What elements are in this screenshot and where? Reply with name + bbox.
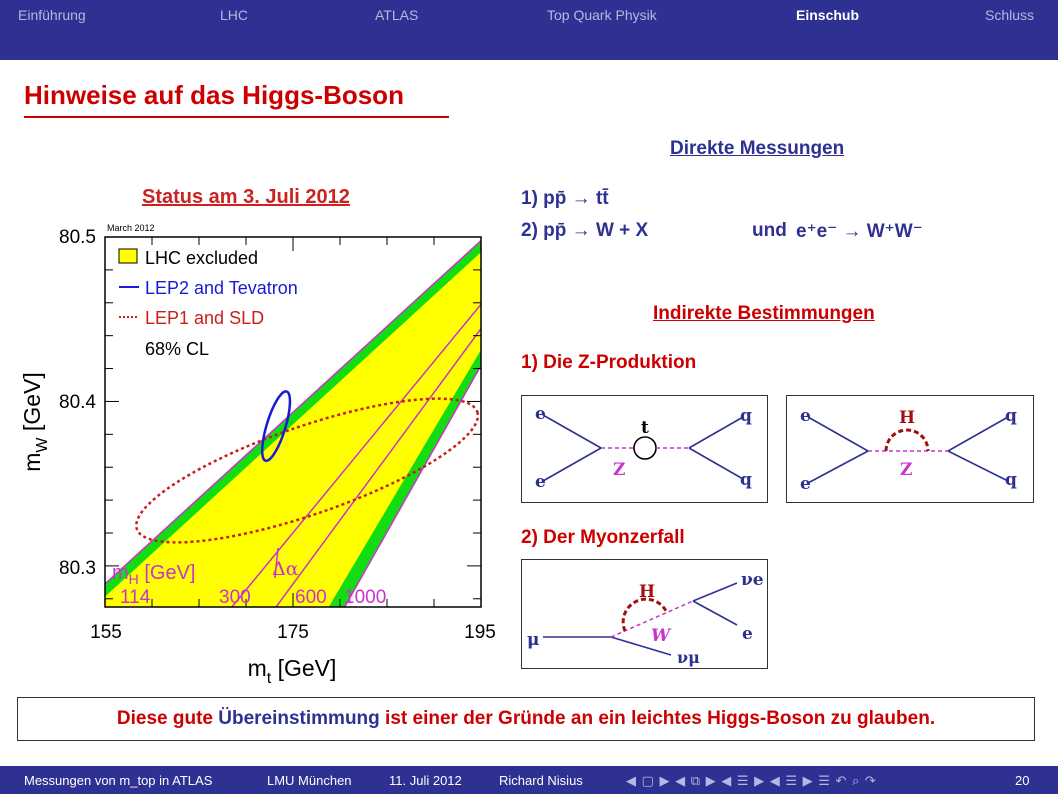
mw-mt-plot xyxy=(0,210,510,690)
conclusion-box xyxy=(17,697,1035,741)
higgs-mass-label: $m_H$ [GeV] xyxy=(112,562,196,587)
label-muon: μ xyxy=(527,630,540,650)
footer-author: Richard Nisius xyxy=(499,773,583,788)
direct-line-2a: 2) pp̄ → W + X xyxy=(521,220,649,241)
x-tick-155: 155 xyxy=(90,622,122,643)
x-tick-175: 175 xyxy=(277,622,309,643)
delta-alpha-label: Δα xyxy=(272,558,299,580)
legend-lep2-tevatron: LEP2 and Tevatron xyxy=(145,278,298,298)
label-w-boson: W xyxy=(651,626,671,646)
label-z-boson: Z xyxy=(900,460,913,480)
legend-swatch-lhc xyxy=(119,249,137,263)
y-tick-80-5: 80.5 xyxy=(59,227,96,248)
diagram-frame xyxy=(522,396,768,503)
muon-decay-heading: 2) Der Myonzerfall xyxy=(521,527,685,548)
legend-lhc-excluded: LHC excluded xyxy=(145,248,259,268)
diagram-frame xyxy=(522,560,768,669)
feynman-z-top-loop xyxy=(521,395,768,503)
x-tick-195: 195 xyxy=(464,622,496,643)
label-q-bottom: q xyxy=(740,470,752,490)
conclusion-rest: ist einer der Gründe an ein leichtes Higgs-Boson zu glauben. xyxy=(379,708,936,729)
nav-item-atlas[interactable]: ATLAS xyxy=(375,7,419,23)
label-q-bottom: q xyxy=(1005,470,1017,490)
label-q-top: q xyxy=(1005,406,1017,426)
y-tick-80-4: 80.4 xyxy=(59,392,96,413)
label-electron: e xyxy=(742,624,753,644)
title-underline xyxy=(24,116,449,118)
x-axis-label: $m_t$ [GeV] xyxy=(247,655,337,687)
footer-bar xyxy=(0,766,1058,794)
legend-cl: 68% CL xyxy=(145,339,210,359)
y-axis-label: $m_W$ [GeV] xyxy=(19,372,51,472)
label-nu-e: νe xyxy=(741,570,764,590)
indirect-determinations-title: Indirekte Bestimmungen xyxy=(653,303,875,324)
label-e-bottom: e xyxy=(800,474,811,494)
conclusion-highlight: Übereinstimmung xyxy=(218,708,380,729)
direct-line-2c: e⁺e⁻ → W⁺W⁻ xyxy=(796,221,923,242)
footer-date: 11. Juli 2012 xyxy=(389,773,462,788)
label-nu-mu: νμ xyxy=(677,648,700,667)
nav-item-einschub[interactable]: Einschub xyxy=(796,7,860,23)
footer-place: LMU München xyxy=(267,773,352,788)
direct-line-1: 1) pp̄ → tt̄ xyxy=(521,188,609,209)
conclusion-pre: Diese gute xyxy=(116,708,219,729)
footer-talk-title: Messungen von m_top in ATLAS xyxy=(24,773,213,788)
conclusion-text xyxy=(18,708,1034,730)
y-tick-80-3: 80.3 xyxy=(59,558,96,579)
higgs-mass-114: 114 xyxy=(120,587,151,608)
nav-item-schluss[interactable]: Schluss xyxy=(985,7,1035,23)
higgs-mass-1000: 1000 xyxy=(344,587,387,608)
label-higgs: H xyxy=(899,408,916,428)
label-higgs: H xyxy=(639,582,656,602)
label-q-top: q xyxy=(740,406,752,426)
nav-item-lhc[interactable]: LHC xyxy=(220,7,249,23)
label-e-top: e xyxy=(535,404,546,424)
legend-lep1-sld: LEP1 and SLD xyxy=(145,308,265,328)
feynman-muon-decay xyxy=(521,559,768,669)
beamer-navigation-icons[interactable]: ◀ ▢ ▶ ◀ ⧉ ▶ ◀ ☰ ▶ ◀ ☰ ▶ ☰ ↶ ⌕ ↷ xyxy=(626,773,877,788)
feynman-z-higgs-loop xyxy=(786,395,1034,503)
top-navigation xyxy=(0,0,1058,60)
label-z-boson: Z xyxy=(613,460,626,480)
direct-line-2b: und xyxy=(752,220,787,241)
z-production-heading: 1) Die Z-Produktion xyxy=(521,352,697,373)
direct-measurements-title: Direkte Messungen xyxy=(670,138,845,159)
plot-title: Status am 3. Juli 2012 xyxy=(142,186,350,208)
label-e-bottom: e xyxy=(535,472,546,492)
label-e-top: e xyxy=(800,406,811,426)
plot-date-label: March 2012 xyxy=(107,223,155,233)
higgs-mass-600: 600 xyxy=(295,587,327,608)
label-top-loop: t xyxy=(641,418,649,438)
slide-title: Hinweise auf das Higgs-Boson xyxy=(24,80,404,110)
higgs-mass-300: 300 xyxy=(219,587,251,608)
footer-page-number: 20 xyxy=(1015,773,1030,788)
nav-item-top-quark-physik[interactable]: Top Quark Physik xyxy=(547,7,657,23)
nav-item-einfuehrung[interactable]: Einführung xyxy=(18,7,86,23)
